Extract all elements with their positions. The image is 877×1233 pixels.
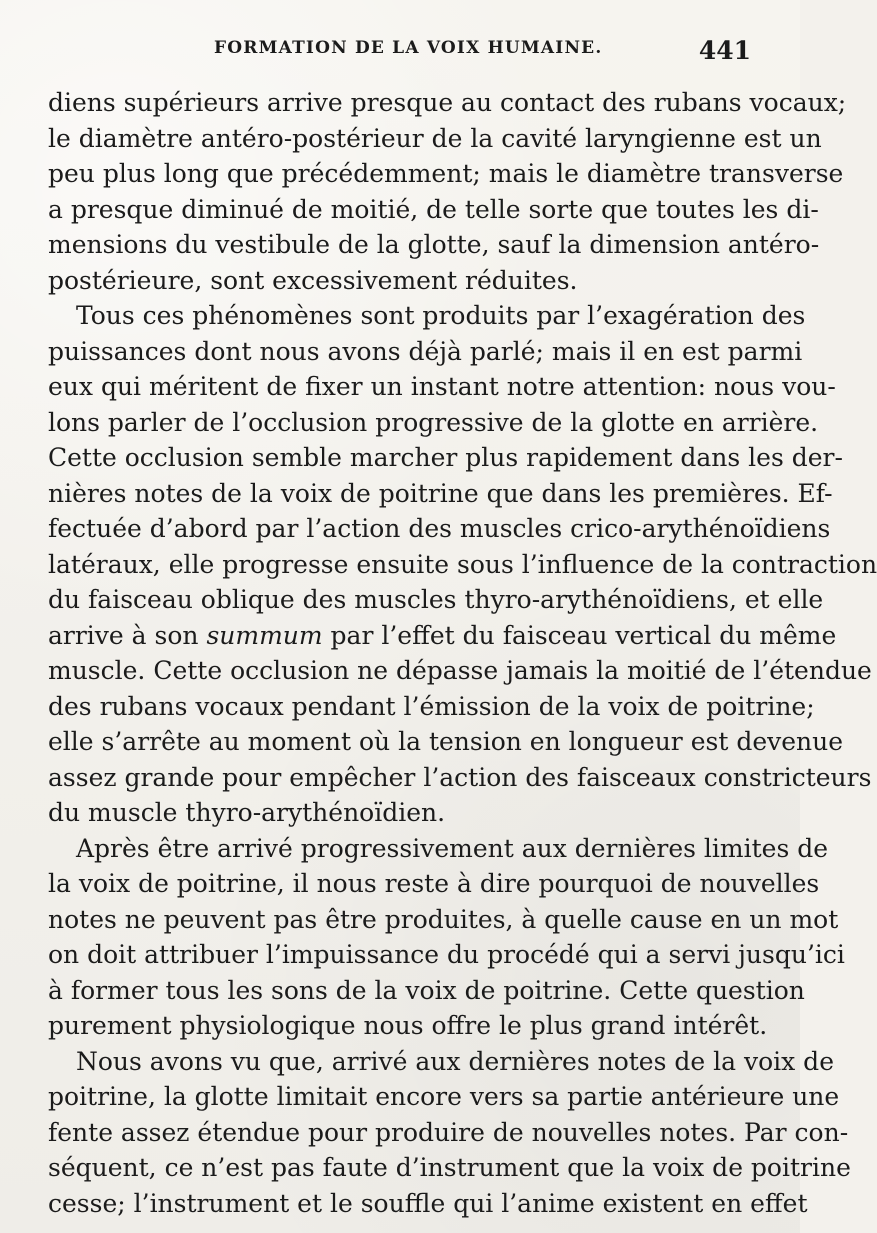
text-line-7: Tous ces phénomènes sont produits par l’exagération des: [76, 301, 806, 330]
text-line-25: on doit attribuer l’impuissance du procédé qui a servi jusqu’ici: [48, 940, 845, 969]
text-line-15: du faisceau oblique des muscles thyro-arythénoïdiens, et elle: [48, 585, 824, 614]
running-title: FORMATION DE LA VOIX HUMAINE.: [214, 38, 603, 58]
text-line-6: postérieure, sont excessivement réduites.: [48, 266, 578, 295]
text-line-30: fente assez étendue pour produire de nouvelles notes. Par con-: [48, 1118, 849, 1147]
text-line-13: fectuée d’abord par l’action des muscles crico-arythénoïdiens: [48, 514, 831, 543]
text-line-1: diens supérieurs arrive presque au contact des rubans vocaux;: [48, 88, 847, 117]
text-line-22: Après être arrivé progressivement aux dernières limites de: [76, 834, 829, 863]
text-line-24: notes ne peuvent pas être produites, à quelle cause en un mot: [48, 905, 839, 934]
text-line-9: eux qui méritent de fixer un instant notre attention: nous vou-: [48, 372, 836, 401]
text-line-17: muscle. Cette occlusion ne dépasse jamais la moitié de l’étendue: [48, 656, 872, 685]
text-line-3: peu plus long que précédemment; mais le diamètre transverse: [48, 159, 844, 188]
text-line-10: lons parler de l’occlusion progressive de la glotte en arrière.: [48, 408, 819, 437]
text-line-21: du muscle thyro-arythénoïdien.: [48, 798, 446, 827]
text-line-26: à former tous les sons de la voix de poitrine. Cette question: [48, 976, 805, 1005]
text-line-32: cesse; l’instrument et le souffle qui l’anime existent en effet: [48, 1189, 808, 1218]
text-line-2: le diamètre antéro-postérieur de la cavité laryngienne est un: [48, 124, 822, 153]
text-line-5: mensions du vestibule de la glotte, sauf la dimension antéro-: [48, 230, 820, 259]
text-line-23: la voix de poitrine, il nous reste à dire pourquoi de nouvelles: [48, 869, 820, 898]
text-line-20: assez grande pour empêcher l’action des faisceaux constricteurs: [48, 763, 872, 792]
running-head: [0, 38, 800, 68]
text-line-27: purement physiologique nous offre le plus grand intérêt.: [48, 1011, 768, 1040]
text-line-19: elle s’arrête au moment où la tension en longueur est devenue: [48, 727, 844, 756]
text-line-28: Nous avons vu que, arrivé aux dernières notes de la voix de: [76, 1047, 834, 1076]
text-line-8: puissances dont nous avons déjà parlé; mais il en est parmi: [48, 337, 803, 366]
text-line-4: a presque diminué de moitié, de telle sorte que toutes les di-: [48, 195, 819, 224]
text-line-14: latéraux, elle progresse ensuite sous l’influence de la contraction: [48, 550, 877, 579]
text-line-16-after: par l’effet du faisceau vertical du même: [322, 621, 837, 650]
text-line-16: [48, 619, 837, 653]
text-line-11: Cette occlusion semble marcher plus rapidement dans les der-: [48, 443, 843, 472]
text-line-16-before: arrive à son: [48, 621, 207, 650]
text-line-12: nières notes de la voix de poitrine que dans les premières. Ef-: [48, 479, 833, 508]
page-number: 441: [698, 36, 751, 65]
text-line-31: séquent, ce n’est pas faute d’instrument que la voix de poitrine: [48, 1153, 851, 1182]
text-line-29: poitrine, la glotte limitait encore vers sa partie antérieure une: [48, 1082, 840, 1111]
summum-italic: summum: [206, 621, 323, 650]
text-line-18: des rubans vocaux pendant l’émission de la voix de poitrine;: [48, 692, 815, 721]
